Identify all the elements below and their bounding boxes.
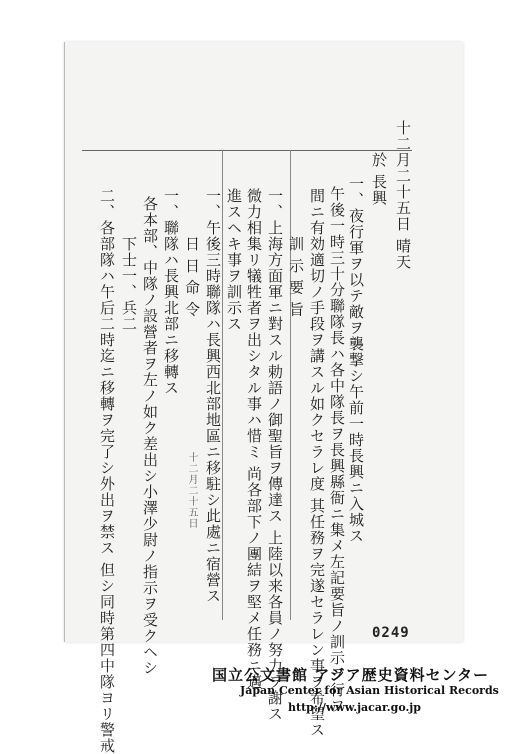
text-column: 午後一時三十分聯隊長ハ各中隊長ヲ長興縣衙ニ集メ左記要旨ノ訓示ヲ行フ — [328, 186, 346, 714]
date-weather: 十二月二十五日 晴天 — [394, 120, 412, 270]
text-column: 一、午後三時聯隊ハ長興西北部地區ニ移駐シ此處ニ宿營ス — [204, 188, 222, 604]
archive-name-jp: 国立公文書館 アジア歴史資料センター — [212, 666, 490, 684]
order-date: 十二月二十五日 — [186, 452, 197, 529]
column-rule — [290, 150, 291, 620]
text-column: 進スヘキ事ヲ訓示ス — [225, 188, 243, 332]
location: 於 長興 — [370, 152, 388, 206]
archive-name-en: Japan Center for Asian Historical Records — [240, 684, 499, 697]
page-number: 0249 — [372, 625, 410, 641]
section-heading: 訓 示 要 旨 — [287, 236, 305, 318]
text-column: 一、聯隊ハ長興北部ニ移轉ス — [162, 188, 180, 396]
text-column: 間ニ有効適切ノ手段ヲ講スル如クセラレ度 其任務ヲ完遂セラレン事ヲ希望ス — [308, 188, 326, 738]
margin-rule — [82, 150, 412, 151]
section-heading: 日 日 命 令 — [183, 236, 201, 318]
text-column: 二、各部隊ハ午后二時迄ニ移轉ヲ完了シ外出ヲ禁ス 但シ同時第四中隊ヨリ警戒 — [98, 188, 116, 754]
text-column: 一、上海方面軍ニ對スル勅語ノ御聖旨ヲ傳達ス 上陸以来各員ノ努力ヲ謝ス — [266, 188, 284, 722]
text-column: 各本部、中隊ノ設營者ヲ左ノ如ク差出シ小澤少尉ノ指示ヲ受クヘシ — [141, 196, 159, 676]
column-rule — [222, 150, 223, 620]
archive-url: http://www.jacar.go.jp — [288, 701, 421, 714]
text-column: 下士一、兵二 — [120, 236, 138, 332]
text-column: 一、夜行軍ヲ以テ敵ヲ襲撃シ午前一時長興ニ入城ス — [347, 176, 365, 544]
text-column: 微力相集リ犠牲者ヲ出シタル事ハ惜ミ 尚各部下ノ團結ヲ堅メ任務ニ邁 — [245, 188, 263, 690]
